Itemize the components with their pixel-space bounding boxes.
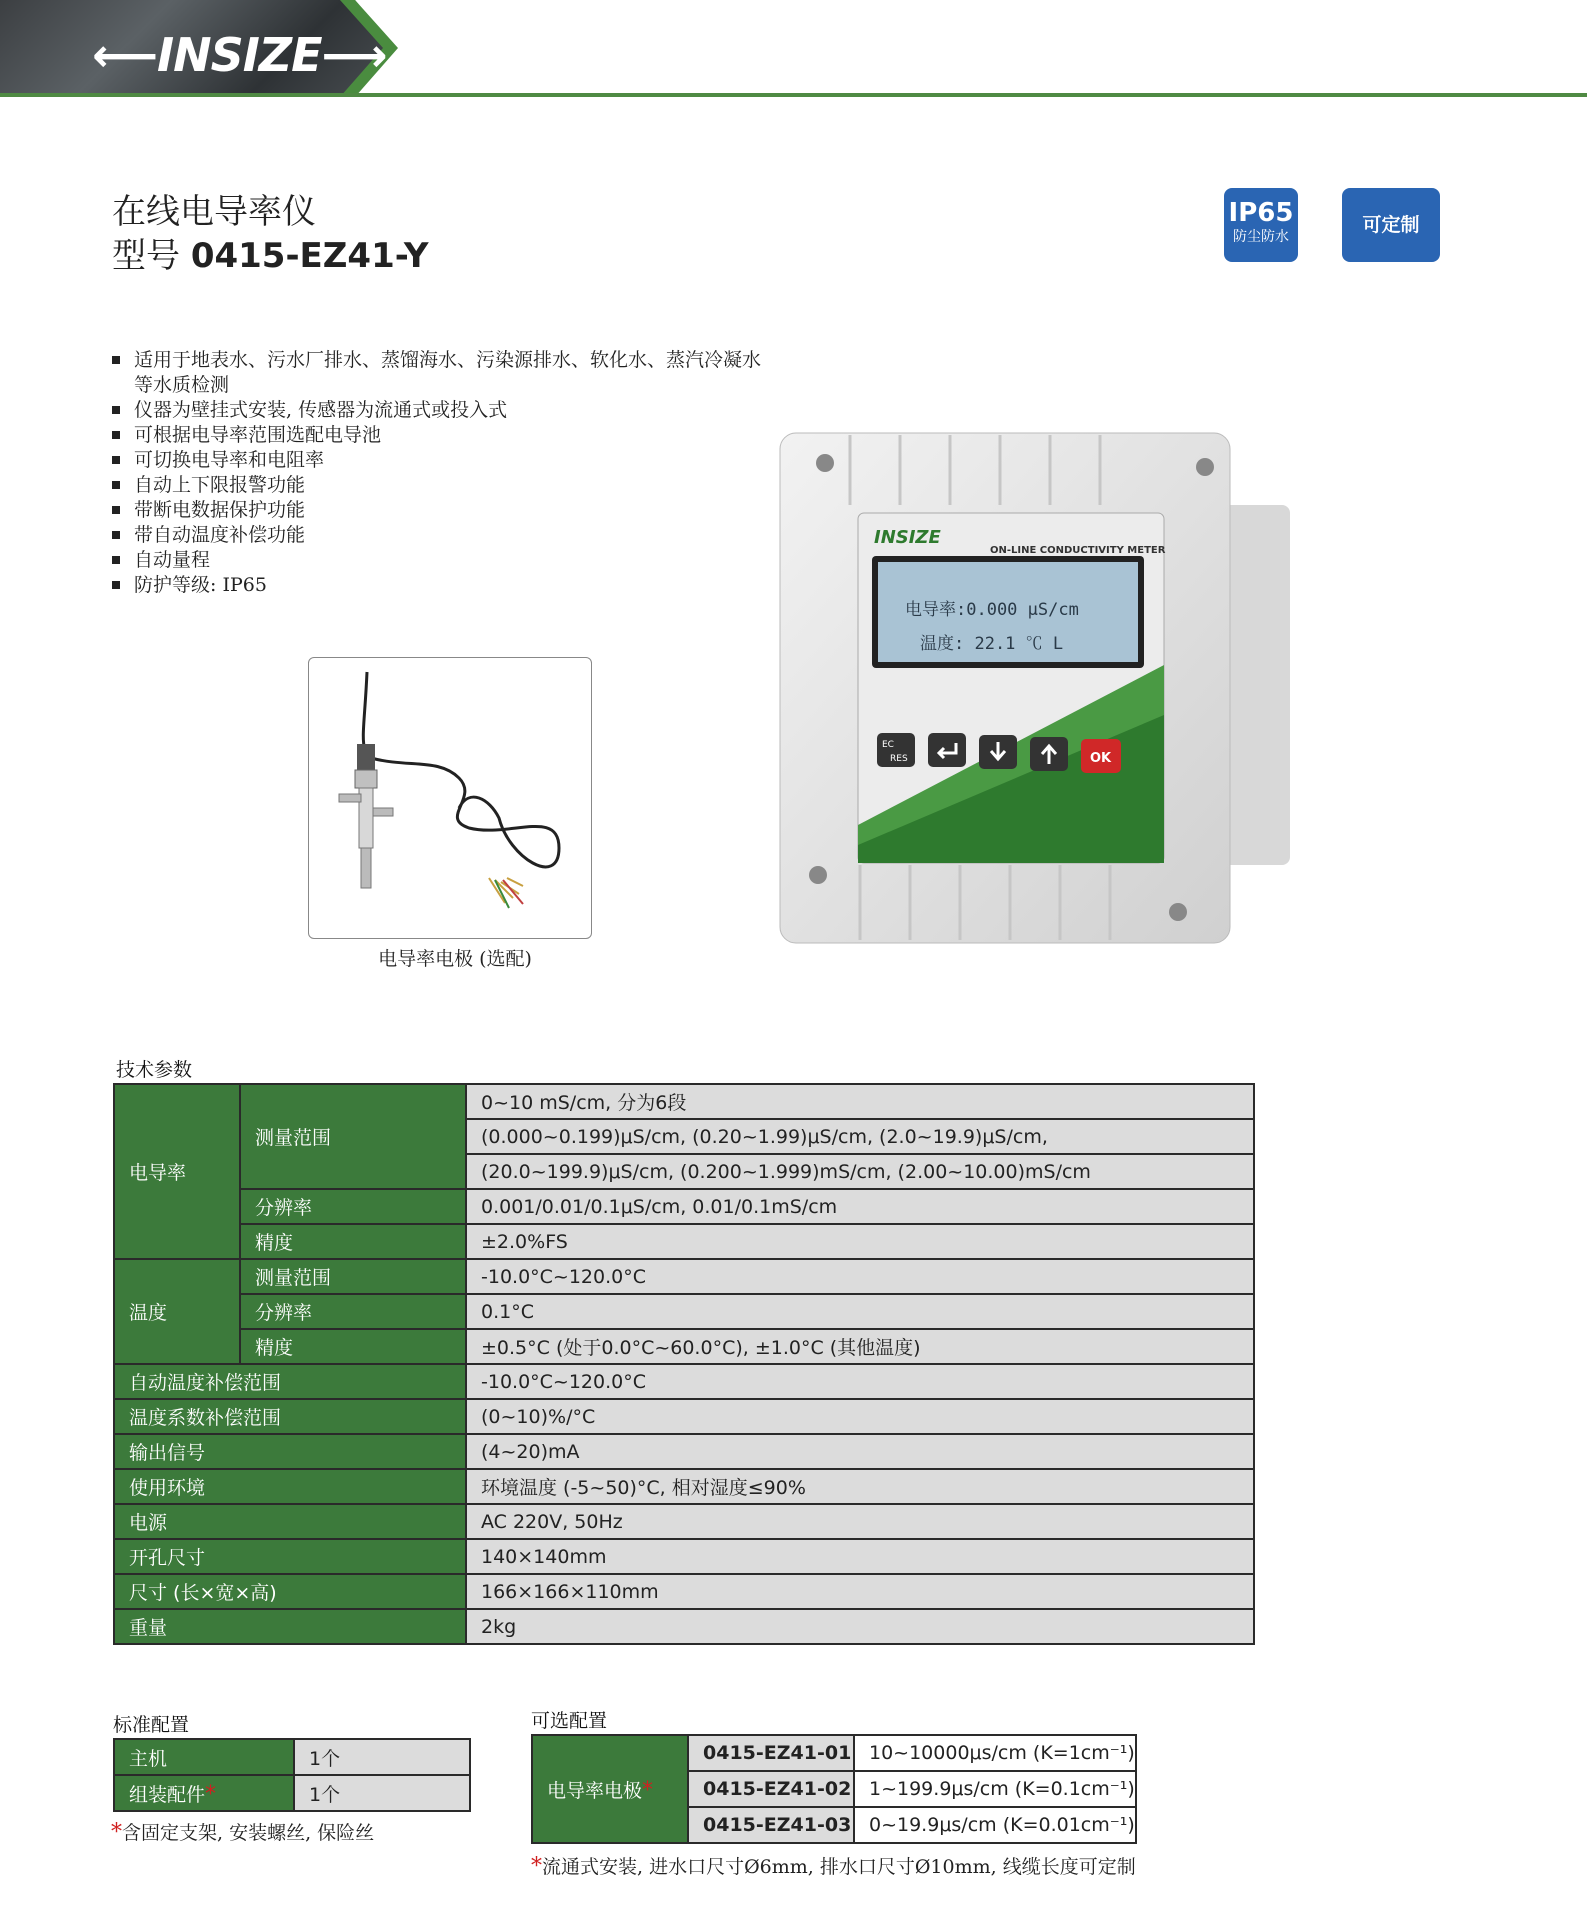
spec-value: 140×140mm bbox=[466, 1539, 1254, 1574]
device-brand: INSIZE bbox=[874, 527, 941, 548]
header-divider bbox=[0, 93, 1587, 97]
feature-item: 防护等级: IP65 bbox=[112, 573, 772, 598]
spec-label: 电源 bbox=[114, 1504, 466, 1539]
standard-note: *含固定支架, 安装螺丝, 保险丝 bbox=[111, 1820, 375, 1845]
display-line-1: 电导率:0.000 μS/cm bbox=[905, 600, 1079, 620]
spec-value: (0.000~0.199)μS/cm, (0.20~1.99)μS/cm, (2.0~19.9)μS/cm, bbox=[466, 1119, 1254, 1154]
electrode-image bbox=[308, 657, 592, 939]
table-row bbox=[114, 1504, 1254, 1539]
spec-value: ±0.5°C (处于0.0°C~60.0°C), ±1.0°C (其他温度) bbox=[466, 1329, 1254, 1364]
spec-value: AC 220V, 50Hz bbox=[466, 1504, 1254, 1539]
optional-heading: 可选配置 bbox=[531, 1710, 608, 1732]
feature-item: 可切换电导率和电阻率 bbox=[112, 448, 772, 473]
spec-value: 2kg bbox=[466, 1609, 1254, 1644]
opt-model: 0415-EZ41-02 bbox=[688, 1771, 854, 1807]
conductivity-meter-image bbox=[770, 425, 1310, 955]
spec-label: 开孔尺寸 bbox=[114, 1539, 466, 1574]
table-row bbox=[114, 1259, 1254, 1294]
spec-label: 精度 bbox=[240, 1329, 466, 1364]
optional-note: *流通式安装, 进水口尺寸Ø6mm, 排水口尺寸Ø10mm, 线缆长度可定制 bbox=[531, 1854, 1136, 1879]
display-line-2: 温度: 22.1 ℃ L bbox=[920, 634, 1064, 654]
table-row bbox=[114, 1609, 1254, 1644]
customizable-badge: 可定制 bbox=[1342, 188, 1440, 262]
feature-item: 自动量程 bbox=[112, 548, 772, 573]
spec-value: 0.1°C bbox=[466, 1294, 1254, 1329]
table-row bbox=[114, 1539, 1254, 1574]
spec-value: (20.0~199.9)μS/cm, (0.200~1.999)mS/cm, (2.00~10.00)mS/cm bbox=[466, 1154, 1254, 1189]
ec-res-button bbox=[877, 733, 915, 767]
up-button bbox=[1030, 737, 1068, 771]
spec-label: 分辨率 bbox=[240, 1189, 466, 1224]
standard-heading: 标准配置 bbox=[113, 1714, 190, 1736]
table-row bbox=[114, 1189, 1254, 1224]
spec-table bbox=[113, 1083, 1255, 1645]
spec-value: (4~20)mA bbox=[466, 1434, 1254, 1469]
table-row bbox=[114, 1434, 1254, 1469]
spec-value: 环境温度 (-5~50)°C, 相对湿度≤90% bbox=[466, 1469, 1254, 1504]
spec-value: (0~10)%/°C bbox=[466, 1399, 1254, 1434]
table-row bbox=[114, 1469, 1254, 1504]
table-row bbox=[114, 1329, 1254, 1364]
spec-value: -10.0°C~120.0°C bbox=[466, 1364, 1254, 1399]
spec-label: 测量范围 bbox=[240, 1259, 466, 1294]
spec-value: 0~10 mS/cm, 分为6段 bbox=[466, 1084, 1254, 1119]
spec-label: 精度 bbox=[240, 1224, 466, 1259]
opt-group: 电导率电极* bbox=[532, 1735, 688, 1843]
table-row bbox=[114, 1775, 470, 1811]
spec-heading: 技术参数 bbox=[116, 1059, 193, 1081]
product-title: 在线电导率仪 bbox=[112, 192, 316, 232]
ip65-badge: IP65 防尘防水 bbox=[1224, 188, 1298, 262]
table-row bbox=[114, 1084, 1254, 1119]
feature-item: 仪器为壁挂式安装, 传感器为流通式或投入式 bbox=[112, 398, 772, 423]
table-row bbox=[114, 1399, 1254, 1434]
spec-value: 0.001/0.01/0.1μS/cm, 0.01/0.1mS/cm bbox=[466, 1189, 1254, 1224]
spec-group-conductivity: 电导率 bbox=[114, 1084, 240, 1259]
opt-value: 0~19.9μs/cm (K=0.01cm⁻¹) bbox=[854, 1807, 1136, 1843]
table-row bbox=[114, 1739, 470, 1775]
ok-button bbox=[1081, 739, 1121, 773]
opt-model: 0415-EZ41-01 bbox=[688, 1735, 854, 1771]
svg-text:EC: EC bbox=[882, 740, 894, 750]
opt-model: 0415-EZ41-03 bbox=[688, 1807, 854, 1843]
svg-text:OK: OK bbox=[1090, 751, 1112, 766]
feature-list bbox=[112, 348, 772, 598]
std-value: 1个 bbox=[294, 1739, 470, 1775]
table-row bbox=[114, 1224, 1254, 1259]
standard-config-table bbox=[113, 1738, 471, 1812]
spec-value: 166×166×110mm bbox=[466, 1574, 1254, 1609]
std-value: 1个 bbox=[294, 1775, 470, 1811]
feature-item: 适用于地表水、污水厂排水、蒸馏海水、污染源排水、软化水、蒸汽冷凝水等水质检测 bbox=[112, 348, 772, 398]
svg-text:RES: RES bbox=[890, 754, 908, 764]
electrode-caption: 电导率电极 (选配) bbox=[378, 948, 532, 970]
spec-label: 输出信号 bbox=[114, 1434, 466, 1469]
device-label: ON-LINE CONDUCTIVITY METER bbox=[990, 545, 1166, 556]
table-row bbox=[532, 1735, 1136, 1771]
table-row bbox=[114, 1294, 1254, 1329]
feature-item: 自动上下限报警功能 bbox=[112, 473, 772, 498]
down-button bbox=[979, 735, 1017, 769]
std-label: 组装配件* bbox=[114, 1775, 294, 1811]
table-row bbox=[114, 1364, 1254, 1399]
spec-label: 使用环境 bbox=[114, 1469, 466, 1504]
spec-label: 尺寸 (长×宽×高) bbox=[114, 1574, 466, 1609]
feature-item: 带自动温度补偿功能 bbox=[112, 523, 772, 548]
insize-logo: ⟵INSIZE⟶ bbox=[92, 28, 387, 82]
optional-config-table bbox=[531, 1734, 1137, 1844]
spec-group-temperature: 温度 bbox=[114, 1259, 240, 1364]
opt-value: 1~199.9μs/cm (K=0.1cm⁻¹) bbox=[854, 1771, 1136, 1807]
spec-label: 测量范围 bbox=[240, 1084, 466, 1189]
feature-item: 可根据电导率范围选配电导池 bbox=[112, 423, 772, 448]
std-label: 主机 bbox=[114, 1739, 294, 1775]
spec-label: 分辨率 bbox=[240, 1294, 466, 1329]
spec-label: 重量 bbox=[114, 1609, 466, 1644]
spec-label: 温度系数补偿范围 bbox=[114, 1399, 466, 1434]
product-model: 型号 0415-EZ41-Y bbox=[112, 236, 429, 276]
enter-button bbox=[928, 733, 966, 767]
spec-value: ±2.0%FS bbox=[466, 1224, 1254, 1259]
feature-item: 带断电数据保护功能 bbox=[112, 498, 772, 523]
spec-label: 自动温度补偿范围 bbox=[114, 1364, 466, 1399]
opt-value: 10~10000μs/cm (K=1cm⁻¹) bbox=[854, 1735, 1136, 1771]
spec-value: -10.0°C~120.0°C bbox=[466, 1259, 1254, 1294]
table-row bbox=[114, 1574, 1254, 1609]
